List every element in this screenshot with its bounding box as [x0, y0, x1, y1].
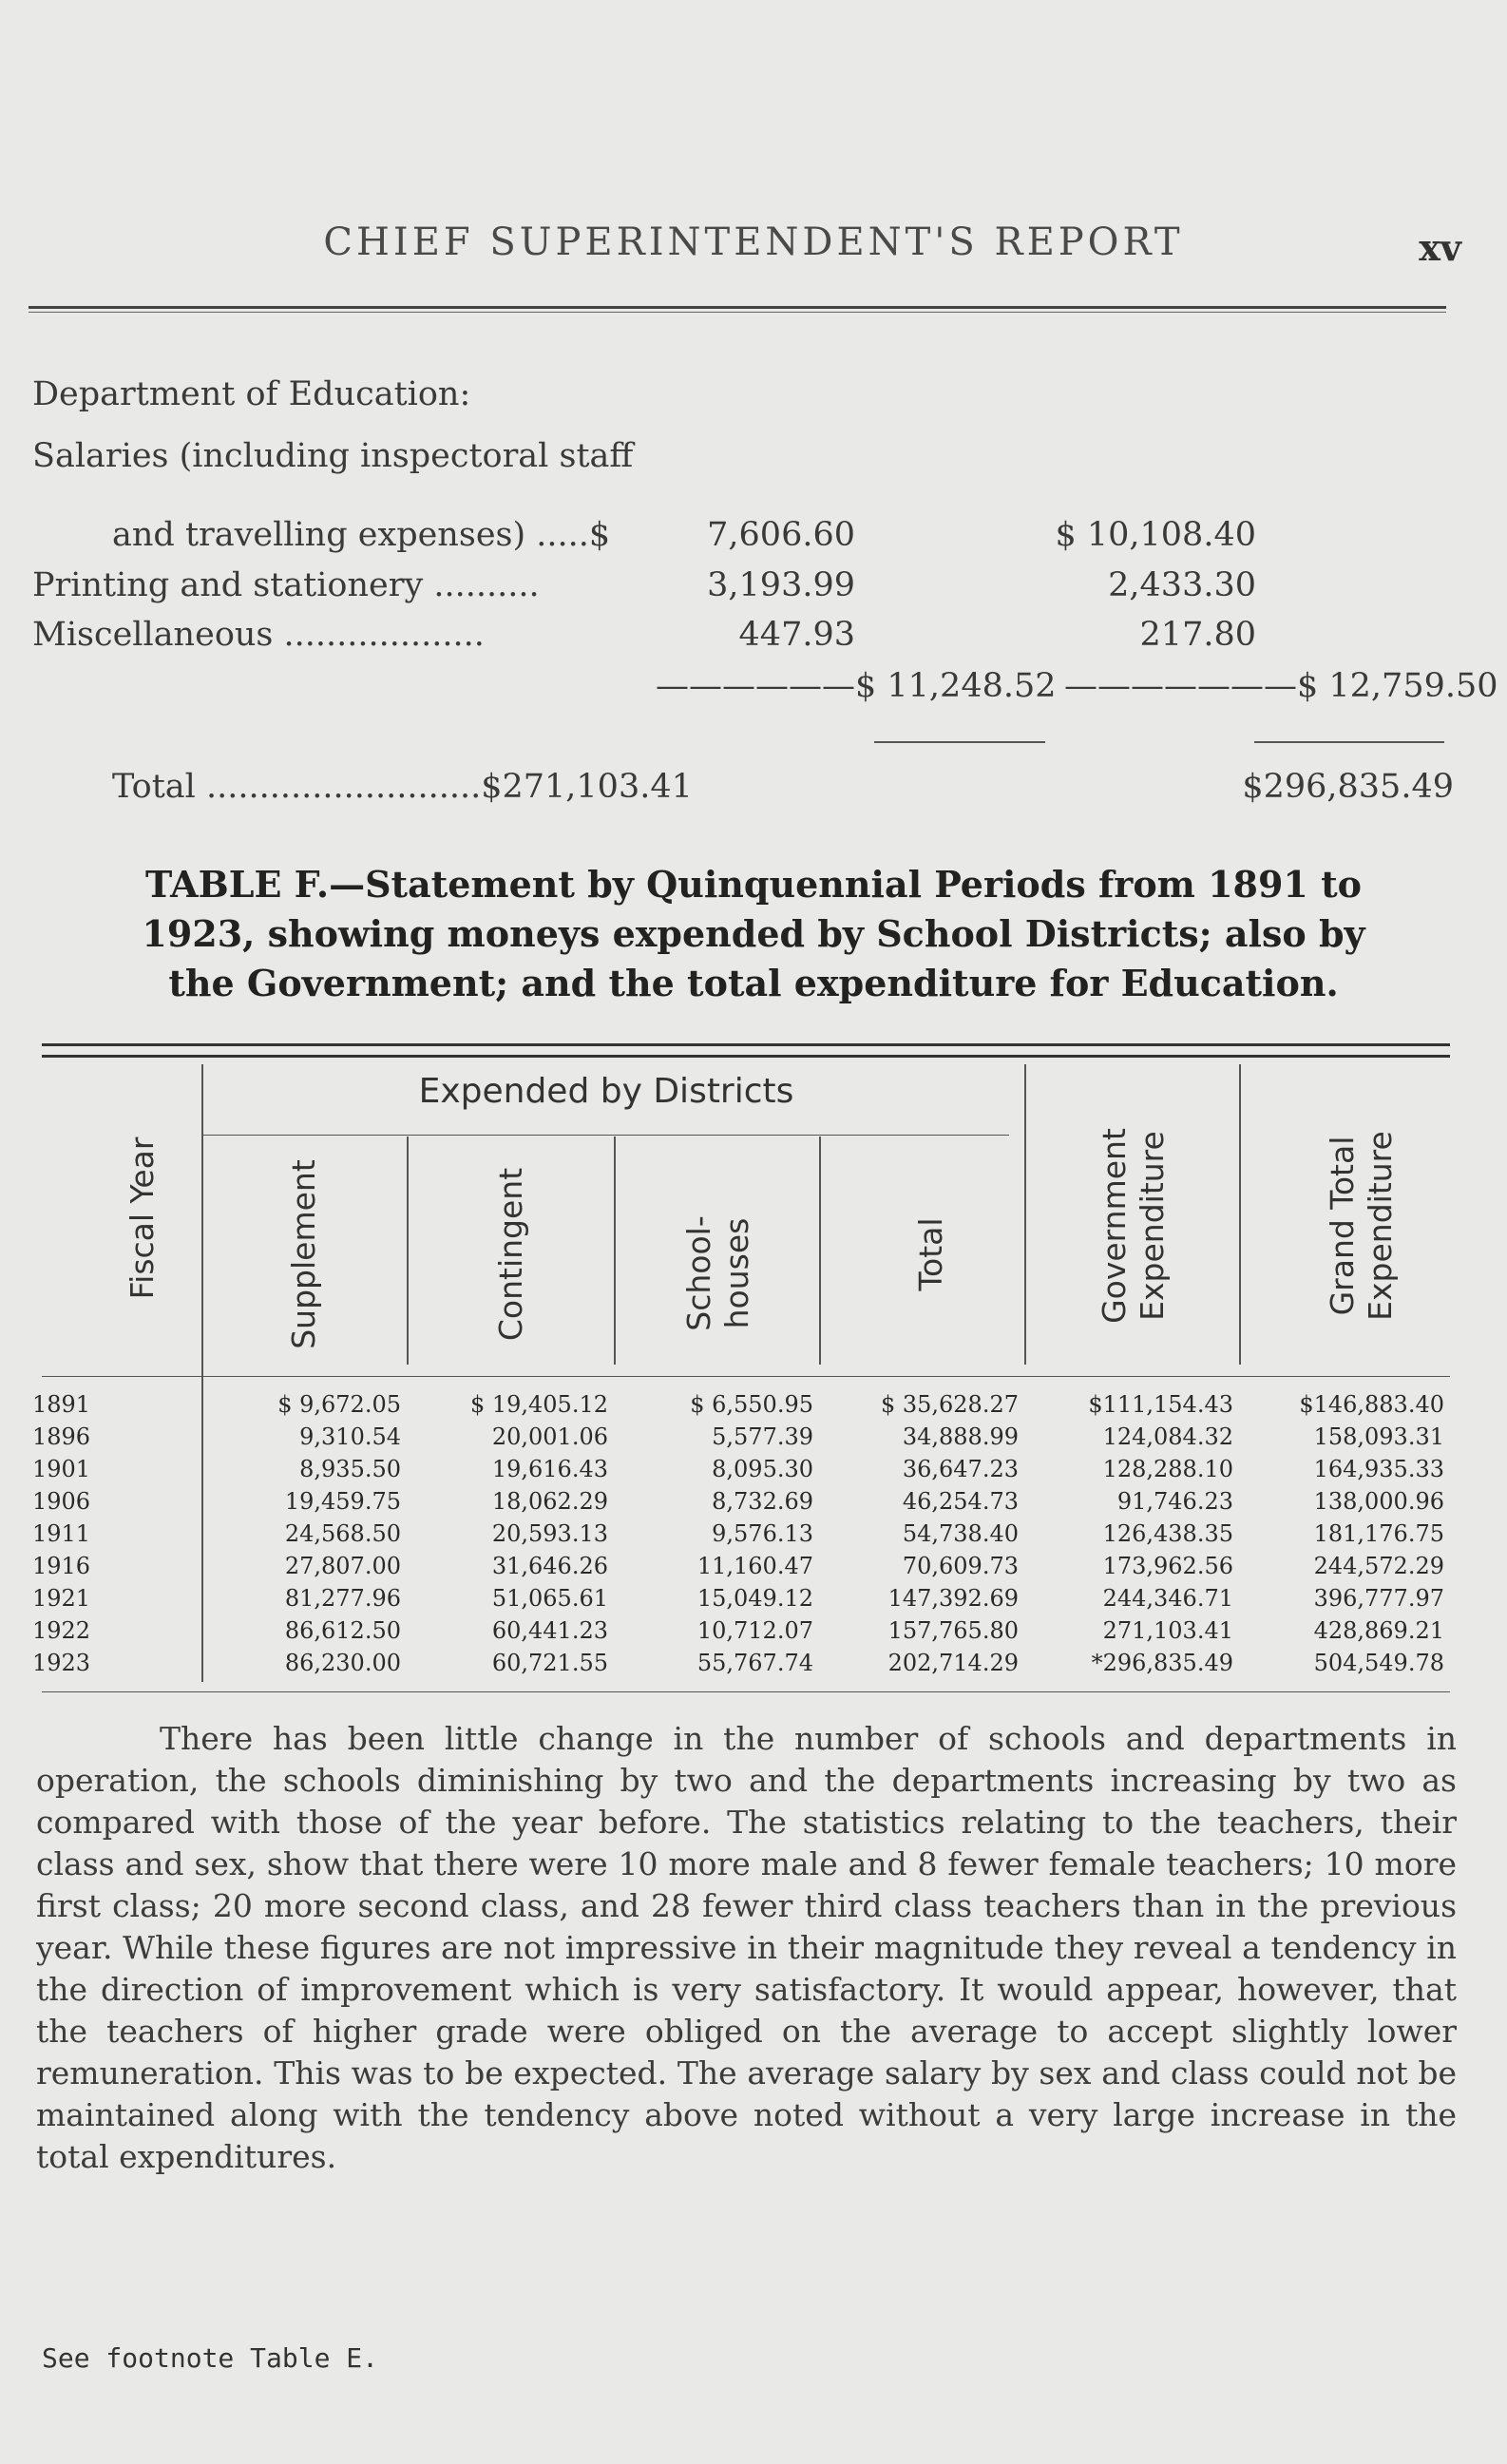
cell-total: 34,888.99	[902, 1423, 1019, 1450]
cell-year: 1901	[32, 1456, 91, 1482]
salaries-label: Salaries (including inspectoral staff	[32, 437, 634, 475]
cell-government: 128,288.10	[1102, 1456, 1233, 1482]
cell-grand-total: 428,869.21	[1313, 1617, 1444, 1644]
col-header-contingent: Contingent	[492, 1167, 529, 1342]
col-header-grand-total	[1324, 1088, 1403, 1364]
department-heading: Department of Education:	[32, 375, 471, 413]
cell-contingent: 31,646.26	[491, 1553, 608, 1579]
running-head: CHIEF SUPERINTENDENT'S REPORT	[323, 220, 1184, 264]
cell-total: 36,647.23	[902, 1456, 1019, 1482]
cell-supplement: 86,612.50	[284, 1617, 401, 1644]
group-header-expended-by-districts: Expended by Districts	[418, 1072, 794, 1111]
page-number: xv	[1419, 226, 1461, 269]
cell-total: 46,254.73	[902, 1488, 1019, 1515]
cell-grand-total: $146,883.40	[1299, 1391, 1444, 1418]
cell-year: 1921	[32, 1585, 91, 1612]
cell-supplement: 8,935.50	[299, 1456, 401, 1482]
total-rule-1923	[1254, 741, 1444, 743]
printing-label: Printing and stationery ..........	[32, 566, 540, 604]
table-f-title-line-2: 1923, showing moneys expended by School Districts; also by	[142, 912, 1365, 955]
travelling-value-1923: $ 10,108.40	[1055, 516, 1256, 554]
total-rule-1922	[874, 741, 1045, 743]
printing-value-1922: 3,193.99	[707, 566, 855, 604]
cell-contingent: 51,065.61	[491, 1585, 608, 1612]
cell-total: 147,392.69	[887, 1585, 1019, 1612]
cell-schoolhouses: 5,577.39	[712, 1423, 813, 1450]
cell-grand-total: 504,549.78	[1313, 1650, 1444, 1676]
cell-total: 202,714.29	[887, 1650, 1019, 1676]
col-header-grand-total-line-2: Expenditure	[1362, 1131, 1399, 1321]
cell-schoolhouses: $ 6,550.95	[690, 1391, 813, 1418]
col-header-fiscal-year: Fiscal Year	[124, 1136, 161, 1300]
col-header-schoolhouses-line-1: School-	[680, 1215, 717, 1331]
cell-government: 91,746.23	[1116, 1488, 1233, 1515]
col-divider-schoolhouses	[819, 1136, 821, 1365]
cell-year: 1906	[32, 1488, 91, 1515]
col-header-government-line-2: Expenditure	[1134, 1131, 1171, 1321]
cell-grand-total: 164,935.33	[1313, 1456, 1444, 1482]
miscellaneous-label: Miscellaneous ...................	[32, 616, 485, 654]
cell-contingent: 20,593.13	[491, 1520, 608, 1547]
table-f-title	[38, 860, 1469, 1008]
col-header-government	[1096, 1088, 1175, 1364]
table-bottom-rule	[42, 1691, 1450, 1692]
cell-supplement: 9,310.54	[299, 1423, 401, 1450]
col-header-government-line-1: Government	[1096, 1128, 1133, 1324]
cell-grand-total: 396,777.97	[1313, 1585, 1444, 1612]
col-header-supplement: Supplement	[285, 1159, 322, 1349]
cell-schoolhouses: 55,767.74	[696, 1650, 813, 1676]
col-header-schoolhouses	[680, 1159, 760, 1387]
cell-supplement: 27,807.00	[284, 1553, 401, 1579]
travelling-value-1922: 7,606.60	[707, 516, 855, 554]
cell-supplement: 24,568.50	[284, 1520, 401, 1547]
cell-government: 271,103.41	[1102, 1617, 1233, 1644]
body-paragraph: There has been little change in the number of schools and departments in operation, the schools diminishing by two and the departments increasing by two as compared with those of the year before. The statistics relating to the teachers, their class and sex, show that there were 10 more male and 8 fewer female teachers; 10 more first class; 20 more second class, and 28 fewer third class teachers than in the previous year. While these figures are not impressive in their magnitude they reveal a tendency in the direction of improvement which is very satisfactory. It would appear, however, that the teachers of higher grade were obliged on the average to accept slightly lower remuneration. This was to be expected. The average salary by sex and class could not be maintained along with the tendency above noted without a very large increase in the total expenditures.	[36, 1720, 1457, 2175]
cell-contingent: 20,001.06	[491, 1423, 608, 1450]
cell-year: 1911	[32, 1520, 91, 1547]
printing-value-1923: 2,433.30	[1108, 566, 1256, 604]
subtotal-1922: ——————$ 11,248.52	[656, 667, 1057, 705]
total-1923: $296,835.49	[1242, 768, 1454, 806]
col-divider-contingent	[614, 1136, 616, 1365]
cell-schoolhouses: 9,576.13	[712, 1520, 813, 1547]
cell-schoolhouses: 8,095.30	[712, 1456, 813, 1482]
col-header-total: Total	[912, 1217, 949, 1291]
table-f-title-line-1: TABLE F.—Statement by Quinquennial Periods from 1891 to	[144, 863, 1363, 906]
cell-supplement: 86,230.00	[284, 1650, 401, 1676]
col-header-grand-total-line-1: Grand Total	[1324, 1136, 1361, 1316]
cell-year: 1923	[32, 1650, 91, 1676]
group-header-rule	[203, 1135, 1009, 1136]
total-label: Total ..........................$271,103.41	[112, 768, 693, 806]
cell-year: 1896	[32, 1423, 91, 1450]
table-top-rule	[42, 1043, 1450, 1046]
cell-schoolhouses: 8,732.69	[712, 1488, 813, 1515]
travelling-label: and travelling expenses) .....$	[112, 516, 611, 554]
cell-contingent: 60,721.55	[491, 1650, 608, 1676]
cell-year: 1922	[32, 1617, 91, 1644]
cell-schoolhouses: 11,160.47	[696, 1553, 813, 1579]
cell-contingent: 60,441.23	[491, 1617, 608, 1644]
cell-supplement: $ 9,672.05	[277, 1391, 401, 1418]
cell-contingent: $ 19,405.12	[469, 1391, 608, 1418]
cell-contingent: 18,062.29	[491, 1488, 608, 1515]
table-top-rule-2	[42, 1055, 1450, 1058]
cell-total: $ 35,628.27	[880, 1391, 1019, 1418]
cell-total: 157,765.80	[887, 1617, 1019, 1644]
miscellaneous-value-1923: 217.80	[1139, 616, 1256, 654]
cell-supplement: 19,459.75	[284, 1488, 401, 1515]
table-f-title-line-3: the Government; and the total expenditure for Education.	[168, 962, 1339, 1004]
col-header-schoolhouses-line-2: houses	[718, 1217, 755, 1329]
footnote: See footnote Table E.	[42, 2342, 379, 2374]
miscellaneous-value-1922: 447.93	[738, 616, 855, 654]
col-divider-supplement	[407, 1136, 409, 1365]
cell-schoolhouses: 15,049.12	[696, 1585, 813, 1612]
cell-total: 54,738.40	[902, 1520, 1019, 1547]
cell-government: 126,438.35	[1102, 1520, 1233, 1547]
cell-contingent: 19,616.43	[491, 1456, 608, 1482]
cell-grand-total: 158,093.31	[1313, 1423, 1444, 1450]
cell-grand-total: 181,176.75	[1313, 1520, 1444, 1547]
cell-grand-total: 138,000.96	[1313, 1488, 1444, 1515]
cell-schoolhouses: 10,712.07	[696, 1617, 813, 1644]
subtotal-1923: ———————$ 12,759.50	[1064, 667, 1498, 705]
col-divider-total	[1024, 1064, 1026, 1365]
cell-grand-total: 244,572.29	[1313, 1553, 1444, 1579]
cell-year: 1891	[32, 1391, 91, 1418]
cell-government: 173,962.56	[1102, 1553, 1233, 1579]
col-divider-year	[201, 1064, 203, 1682]
cell-total: 70,609.73	[902, 1553, 1019, 1579]
col-divider-government	[1239, 1064, 1241, 1365]
header-rule	[29, 306, 1446, 313]
cell-government: 244,346.71	[1102, 1585, 1233, 1612]
cell-supplement: 81,277.96	[284, 1585, 401, 1612]
cell-government: $111,154.43	[1088, 1391, 1233, 1418]
cell-government: *296,835.49	[1091, 1650, 1233, 1676]
cell-government: 124,084.32	[1102, 1423, 1233, 1450]
cell-year: 1916	[32, 1553, 91, 1579]
